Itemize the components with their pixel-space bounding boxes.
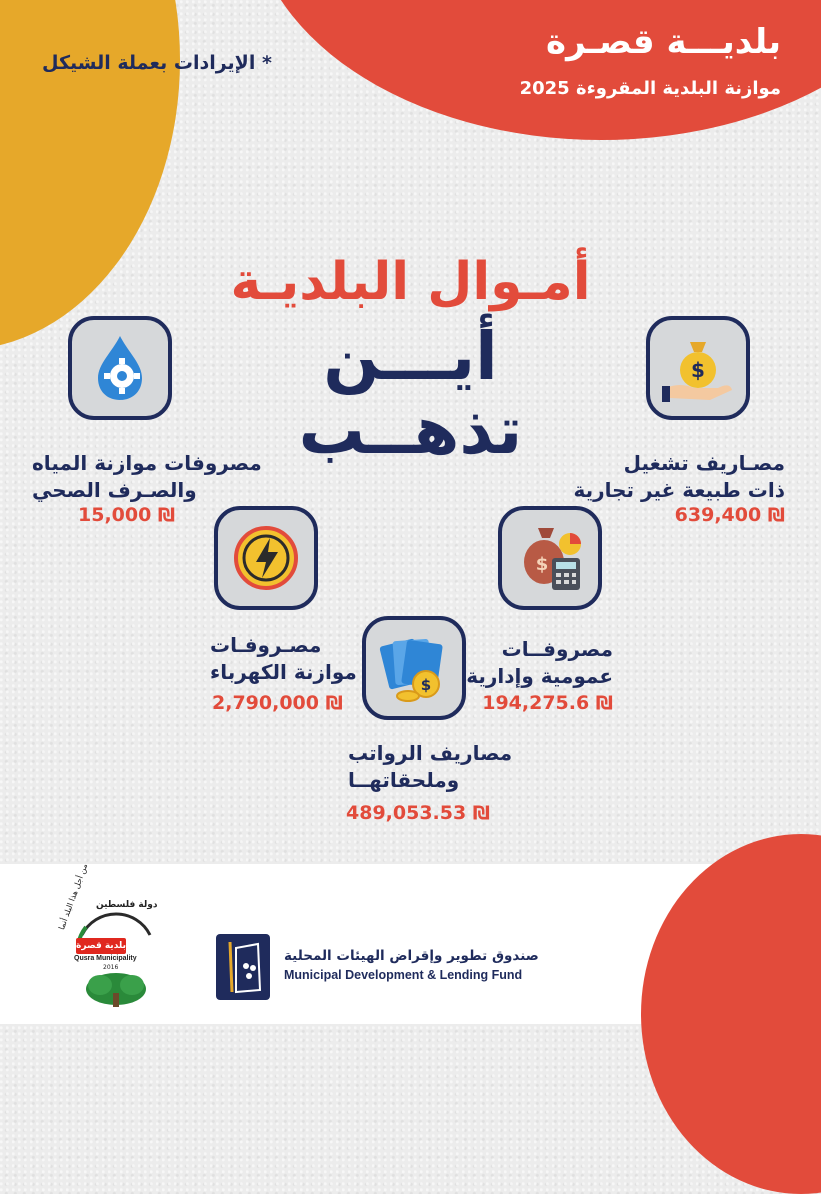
money-bag-hand-icon [646, 316, 750, 420]
headline-line3: تذهــب [298, 392, 523, 469]
municipality-title: بلديـــة قصـرة [546, 22, 781, 62]
item-label-line: ذات طبيعة غير تجارية [573, 478, 785, 502]
headline-line2: أيـــن [323, 318, 498, 395]
item-label-line: موازنة الكهرباء [210, 660, 357, 684]
item-label-line: مصـروفـات [210, 633, 322, 657]
item-label-line: مصـاريف تشغيل [623, 451, 785, 475]
mdlf-name-arabic: صندوق تطوير وإقراض الهيئات المحلية [284, 948, 539, 964]
item-amount-electricity: 2,790,000 ₪ [212, 692, 343, 714]
budget-subtitle: موازنة البلدية المقروءة 2025 [519, 78, 781, 99]
item-label-electricity [210, 632, 357, 686]
item-amount-admin: 194,275.6 ₪ [482, 692, 613, 714]
qusra-name-english: Qusra Municipality [74, 955, 137, 962]
currency-note: * الإيرادات بعملة الشيكل [42, 52, 272, 74]
banknotes-coins-icon [362, 616, 466, 720]
mdlf-name-english: Municipal Development & Lending Fund [284, 968, 523, 982]
item-label-line: مصاريف الرواتب [348, 741, 513, 765]
svg-text:$: $ [420, 676, 432, 694]
item-label-line: والصـرف الصحي [32, 478, 197, 502]
red-header-shape [251, 0, 821, 140]
headline-line1: أمـوال البلديـة [230, 252, 591, 312]
svg-text:$: $ [691, 358, 705, 382]
qusra-year: 2016 [103, 964, 119, 971]
item-label-line: مصروفــات [501, 637, 613, 661]
item-label-line: وملحقاتهــا [348, 768, 460, 792]
item-label-water [32, 450, 262, 504]
item-label-operating [573, 450, 785, 504]
item-label-line: عمومية وإدارية [466, 664, 613, 688]
svg-text:$: $ [535, 554, 549, 575]
lightning-icon [214, 506, 318, 610]
qusra-name-badge: بلدية قصرة [76, 938, 126, 954]
qusra-slogan-text: من أجل هذا البلد أنما [57, 862, 90, 932]
qusra-state-text: دولة فلسطين [96, 900, 158, 910]
item-label-line: مصروفات موازنة المياه [32, 451, 262, 475]
water-drop-gear-icon [68, 316, 172, 420]
item-amount-operating: 639,400 ₪ [674, 504, 785, 526]
item-label-salaries [348, 740, 512, 794]
mdlf-logo [216, 934, 270, 1000]
item-amount-water: 15,000 ₪ [78, 504, 176, 526]
item-amount-salaries: 489,053.53 ₪ [346, 802, 490, 824]
item-label-admin [466, 636, 613, 690]
money-bag-calculator-icon [498, 506, 602, 610]
